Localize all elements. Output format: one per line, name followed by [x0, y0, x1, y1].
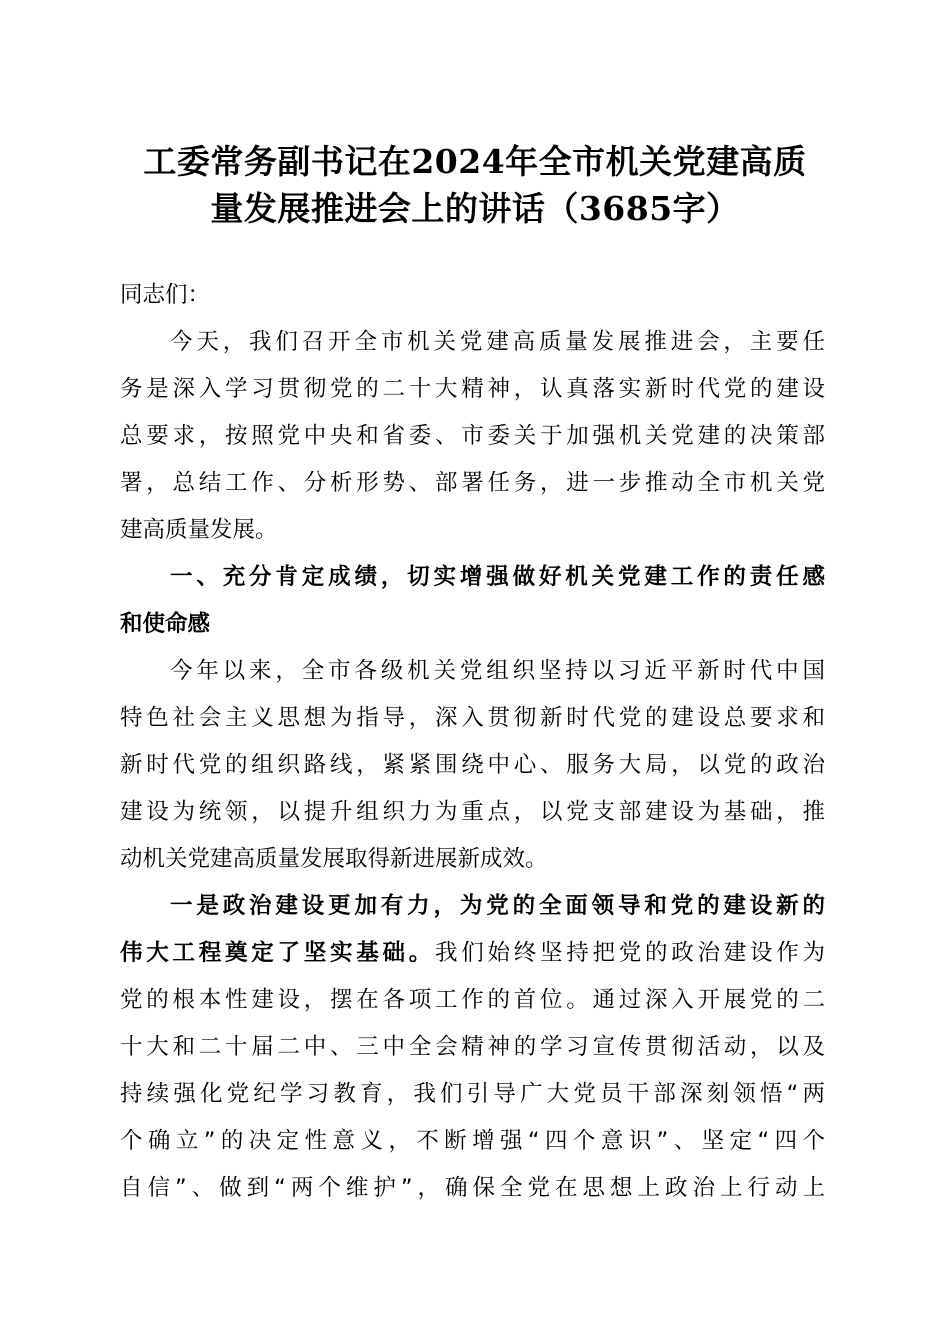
paragraph-line: 个确立”的决定性意义，不断增强“四个意识”、坚定“四个 — [120, 1128, 825, 1154]
paragraph-line: 持续强化党纪学习教育，我们引导广大党员干部深刻领悟“两 — [120, 1081, 825, 1107]
section-heading-1 — [120, 554, 825, 648]
paragraph-line: 动机关党建高质量发展取得新进展新成效。 — [120, 846, 548, 872]
paragraph-line: 署，总结工作、分析形势、部署任务，进一步推动全市机关党 — [120, 470, 825, 496]
paragraph-line: 自信”、做到“两个维护”，确保全党在思想上政治上行动上 — [120, 1175, 825, 1201]
paragraph-line-rest: 我们始终坚持把党的政治建设作为 — [435, 940, 825, 966]
paragraph-line: 新时代党的组织路线，紧紧围绕中心、服务大局，以党的政治 — [120, 752, 825, 778]
paragraph-line: 建设为统领，以提升组织力为重点，以党支部建设为基础，推 — [120, 799, 825, 825]
title-line-1: 工委常务副书记在2024年全市机关党建高质 — [143, 142, 807, 181]
paragraph-line: 今天，我们召开全市机关党建高质量发展推进会，主要任 — [170, 329, 825, 355]
paragraph-achievements — [120, 648, 825, 883]
paragraph-lead-bold: 一是政治建设更加有力，为党的全面领导和党的建设新的 — [170, 893, 825, 919]
paragraph-lead-bold-end: 伟大工程奠定了坚实基础。 — [120, 940, 435, 966]
paragraph-political-building — [120, 883, 825, 1212]
paragraph-line: 务是深入学习贯彻党的二十大精神，认真落实新时代党的建设 — [120, 376, 825, 402]
paragraph-line — [120, 930, 825, 977]
paragraph-line: 十大和二十届二中、三中全会精神的学习宣传贯彻活动，以及 — [120, 1034, 825, 1060]
heading-line: 和使命感 — [120, 611, 211, 637]
paragraph-line: 总要求，按照党中央和省委、市委关于加强机关党建的决策部 — [120, 423, 825, 449]
document-body — [120, 272, 825, 1212]
paragraph-line: 党的根本性建设，摆在各项工作的首位。通过深入开展党的二 — [120, 987, 825, 1013]
heading-line: 一、充分肯定成绩，切实增强做好机关党建工作的责任感 — [170, 564, 825, 590]
document-title — [100, 138, 850, 232]
paragraph-intro — [120, 319, 825, 554]
title-line-2: 量发展推进会上的讲话（3685字） — [210, 189, 740, 228]
paragraph-line: 今年以来，全市各级机关党组织坚持以习近平新时代中国 — [170, 658, 825, 684]
paragraph-line: 建高质量发展。 — [120, 517, 278, 543]
paragraph-line: 特色社会主义思想为指导，深入贯彻新时代党的建设总要求和 — [120, 705, 825, 731]
salutation: 同志们： — [120, 282, 211, 308]
